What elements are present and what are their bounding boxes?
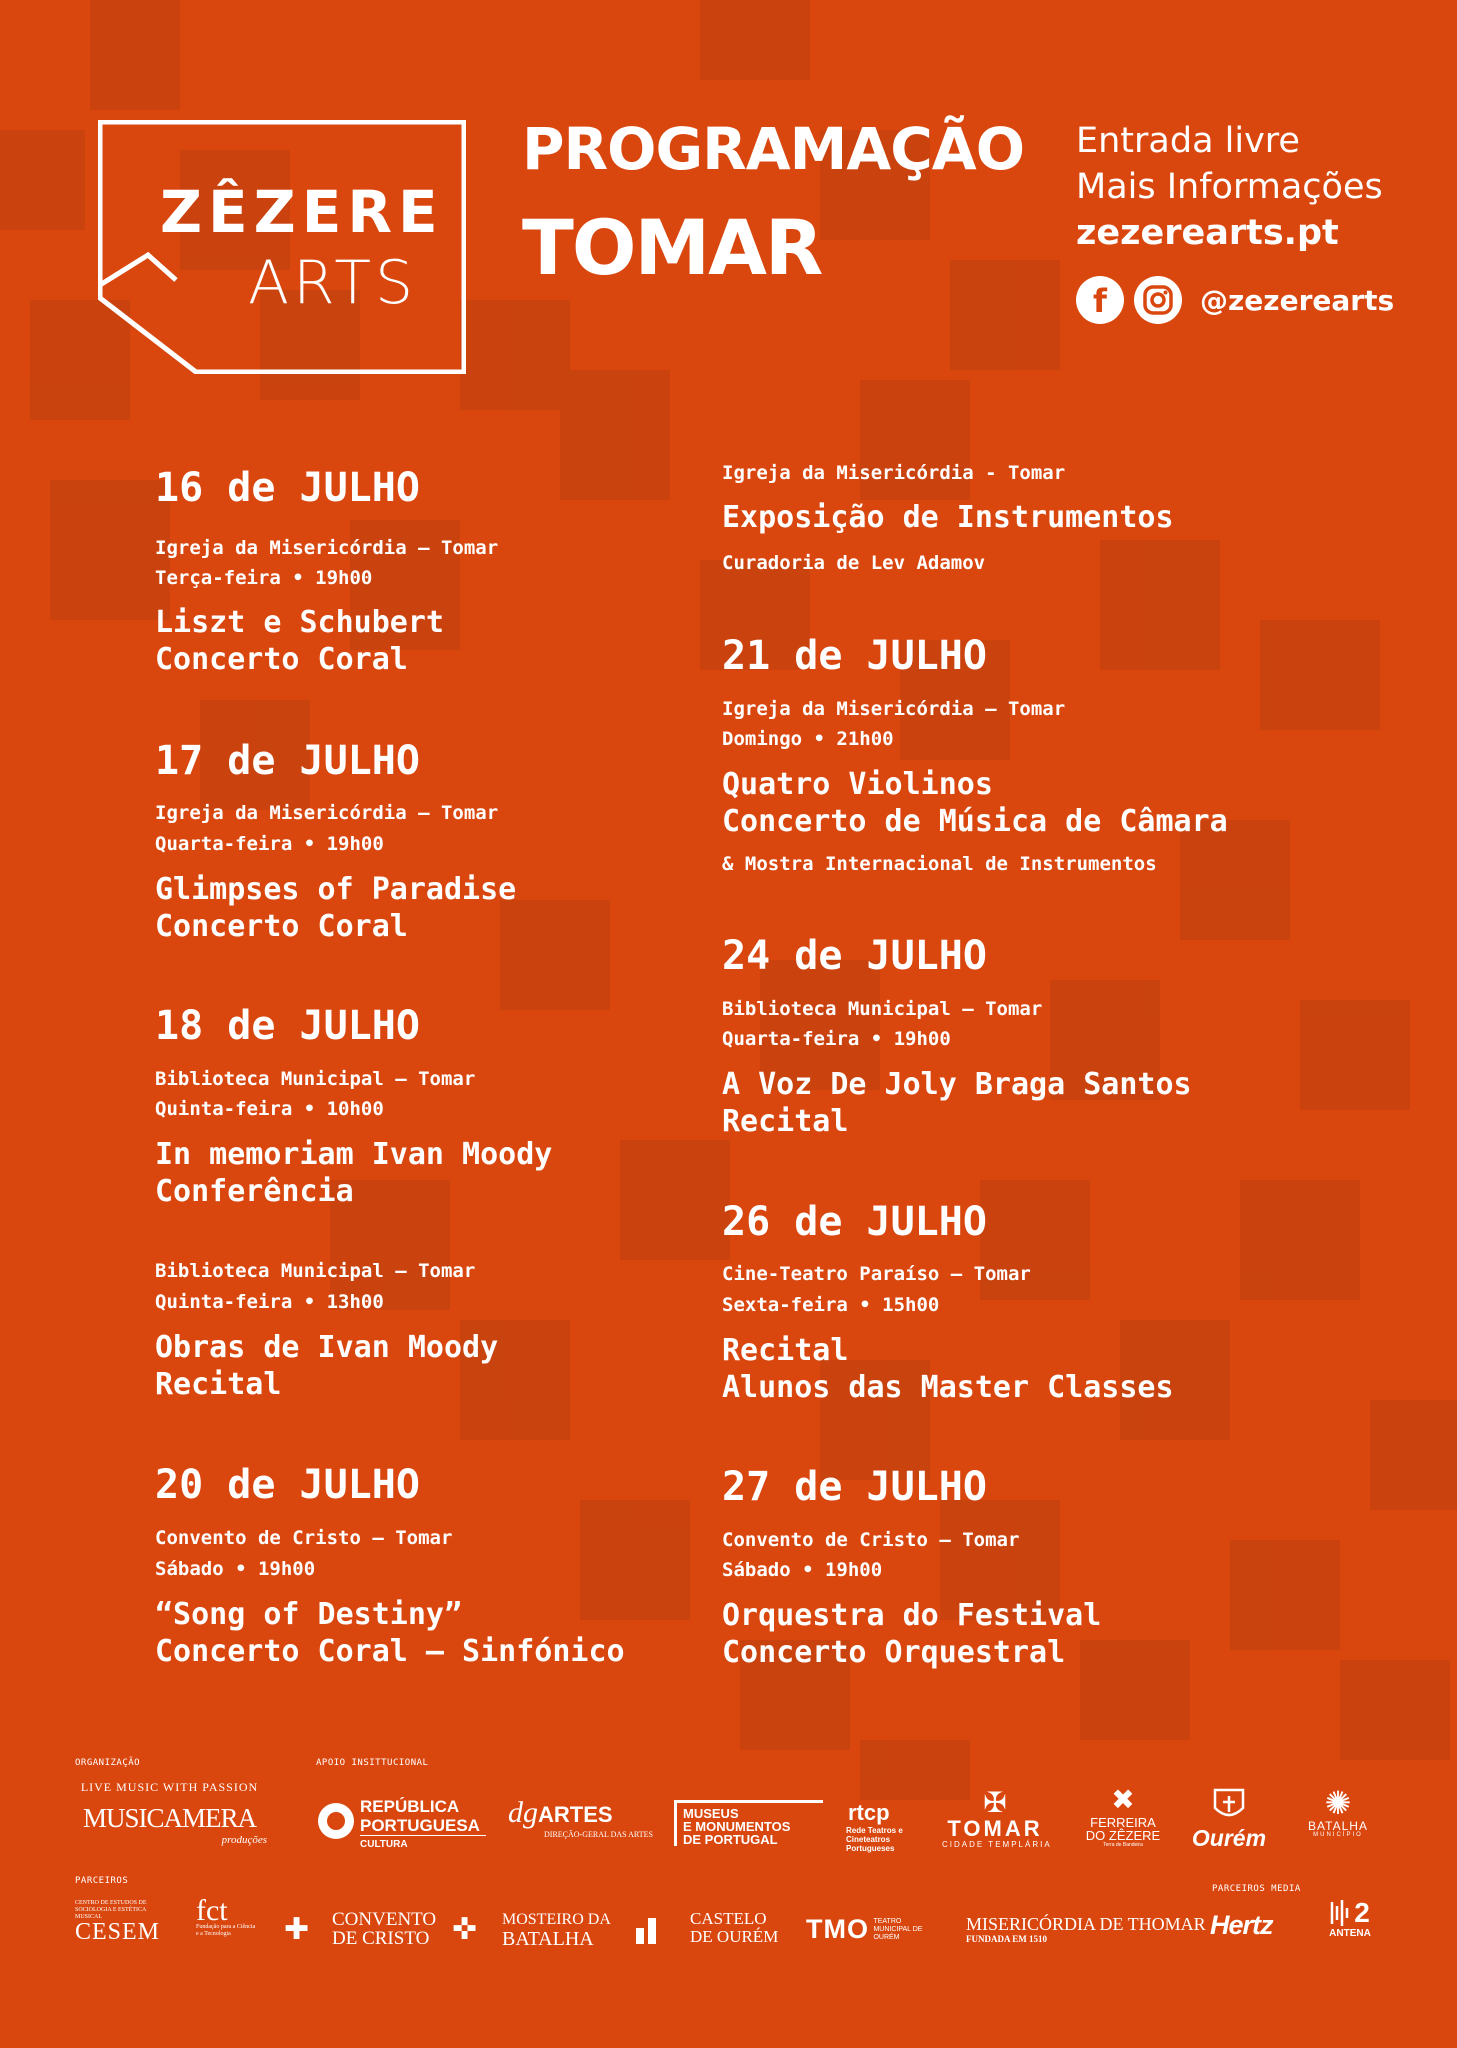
tomar-logo	[942, 1787, 1052, 1849]
ferreira-logo	[1080, 1784, 1166, 1848]
event-venue: Convento de Cristo – Tomar	[722, 1529, 1020, 1551]
event-subtitle: Conferência	[155, 1174, 354, 1209]
partners-label: PARCEIROS	[75, 1876, 129, 1886]
castelo-logo	[634, 1910, 784, 1946]
event-time: Quinta-feira • 13h00	[155, 1291, 384, 1313]
convento-cross-icon: ✚	[284, 1913, 310, 1946]
republica-logo	[316, 1797, 486, 1850]
event-title: Exposição de Instrumentos	[722, 500, 1174, 535]
castelo-line2: DE OURÉM	[690, 1927, 779, 1946]
antena-waves-icon	[1330, 1898, 1350, 1928]
event-title: A Voz De Joly Braga Santos	[722, 1067, 1192, 1102]
fct-logo	[196, 1894, 264, 1938]
event-subtitle: Concerto Coral	[155, 642, 408, 677]
tomar-sub: CIDADE TEMPLÁRIA	[942, 1840, 1052, 1849]
tmo-mark: TMO	[806, 1914, 869, 1944]
convento-logo	[284, 1909, 437, 1949]
convento-line1: CONVENTO	[332, 1909, 437, 1930]
event-title: Quatro Violinos	[722, 767, 993, 802]
logo-line2: ARTS	[248, 248, 418, 318]
dgartes-word: ARTES	[538, 1802, 613, 1827]
dgartes-logo	[508, 1796, 654, 1839]
misericordia-logo	[966, 1914, 1206, 1944]
antena-name: ANTENA	[1329, 1928, 1371, 1939]
entry-text: Entrada livre	[1076, 121, 1300, 161]
ferreira-emblem-icon: ✖	[1111, 1784, 1135, 1815]
instagram-icon[interactable]	[1134, 276, 1182, 324]
event-venue: Biblioteca Municipal – Tomar	[155, 1068, 476, 1090]
social-links	[1076, 275, 1394, 325]
event-time: Quinta-feira • 10h00	[155, 1098, 384, 1120]
event-venue: Convento de Cristo – Tomar	[155, 1527, 453, 1549]
event-title: Recital	[722, 1333, 849, 1368]
event-time: Quarta-feira • 19h00	[155, 833, 384, 855]
musicamera-name: MUSICAMERA	[82, 1803, 257, 1833]
ferreira-line3: Terra de Bandeira	[1103, 1842, 1143, 1848]
event-subtitle: Concerto Coral	[155, 909, 408, 944]
ourem-name: Ourém	[1191, 1825, 1267, 1851]
tmo-sub: TEATRO MUNICIPAL DE OURÉM	[873, 1917, 923, 1941]
tmo-logo	[806, 1914, 946, 1945]
event-date: 16 de JULHO	[155, 465, 420, 511]
facebook-icon[interactable]	[1076, 276, 1124, 324]
event-title: Liszt e Schubert	[155, 605, 444, 640]
cesem-logo	[75, 1900, 185, 1943]
batalha-sun-icon: ✺	[1324, 1785, 1352, 1821]
misericordia-sub: FUNDADA EM 1510	[966, 1934, 1047, 1944]
event-venue: Igreja da Misericórdia – Tomar	[155, 802, 499, 824]
event-time: Sábado • 19h00	[722, 1559, 883, 1581]
antena2-logo	[1322, 1898, 1378, 1939]
mosteiro-logo	[452, 1910, 612, 1949]
media-partners-label: PARCEIROS MEDIA	[1212, 1884, 1301, 1894]
hertz-logo	[1210, 1910, 1294, 1941]
event-venue: Igreja da Misericórdia – Tomar	[155, 537, 499, 559]
tomar-name: TOMAR	[947, 1816, 1043, 1841]
misericordia-name: MISERICÓRDIA DE THOMAR	[966, 1914, 1206, 1934]
mosteiro-cross-icon: ✜	[452, 1913, 478, 1946]
event-time: Sábado • 19h00	[155, 1558, 316, 1580]
programme-title: PROGRAMAÇÃO	[522, 115, 1024, 183]
zezere-arts-logo	[98, 120, 466, 374]
event-date: 21 de JULHO	[722, 633, 987, 679]
event-time: Quarta-feira • 19h00	[722, 1028, 951, 1050]
info-block	[1076, 118, 1383, 256]
event-date: 26 de JULHO	[722, 1199, 987, 1245]
batalha-sub: MUNICÍPIO	[1313, 1832, 1363, 1838]
museus-line3: DE PORTUGAL	[683, 1832, 778, 1847]
city-title: TOMAR	[522, 203, 822, 292]
batalha-name: BATALHA	[1308, 1819, 1368, 1833]
event-title: “Song of Destiny”	[155, 1597, 463, 1632]
event-subtitle: Concerto Orquestral	[722, 1635, 1066, 1670]
event-date: 18 de JULHO	[155, 1003, 420, 1049]
event-time: Terça-feira • 19h00	[155, 567, 373, 589]
republica-line1: REPÚBLICA	[360, 1797, 460, 1816]
event-venue: Biblioteca Municipal – Tomar	[722, 998, 1043, 1020]
ourem-shield-icon	[1213, 1788, 1245, 1822]
event-venue: Cine-Teatro Paraíso – Tomar	[722, 1263, 1031, 1285]
antena-number: 2	[1354, 1897, 1370, 1928]
event-venue: Biblioteca Municipal – Tomar	[155, 1260, 476, 1282]
logo-line1: ZÊZERE	[160, 178, 444, 246]
rtcp-mark: rtcp	[848, 1800, 890, 1825]
event-venue: Igreja da Misericórdia – Tomar	[722, 698, 1066, 720]
musicamera-logo	[72, 1780, 267, 1846]
event-title: Obras de Ivan Moody	[155, 1330, 499, 1365]
more-info-text: Mais Informações	[1076, 167, 1383, 207]
musicamera-sub: produções	[221, 1834, 267, 1846]
ferreira-line1: FERREIRA	[1090, 1815, 1156, 1830]
event-venue: Igreja da Misericórdia - Tomar	[722, 462, 1066, 484]
event-subtitle: Recital	[722, 1104, 849, 1139]
rtcp-sub: Rede Teatros e Cineteatros Portugueses	[846, 1826, 903, 1853]
republica-emblem-icon	[316, 1799, 356, 1843]
republica-line3: CULTURA	[360, 1839, 408, 1850]
event-title: Orquestra do Festival	[722, 1598, 1102, 1633]
svg-text:f: f	[1093, 284, 1107, 316]
event-time: Sexta-feira • 15h00	[722, 1294, 940, 1316]
dgartes-mark: dg	[508, 1796, 538, 1829]
website-link[interactable]: zezerearts.pt	[1076, 213, 1339, 253]
event-subtitle: Alunos das Master Classes	[722, 1370, 1174, 1405]
support-label: APOIO INSITTUCIONAL	[316, 1758, 429, 1768]
event-date: 24 de JULHO	[722, 933, 987, 979]
event-subtitle: Concerto de Música de Câmara	[722, 804, 1228, 839]
social-handle[interactable]: @zezerearts	[1200, 283, 1395, 317]
cesem-name: CESEM	[75, 1919, 161, 1945]
ourem-logo	[1188, 1788, 1270, 1849]
fct-sub: Fundação para a Ciência e a Tecnologia	[196, 1924, 256, 1937]
event-curator: Curadoria de Lev Adamov	[722, 552, 986, 574]
event-subtitle: Recital	[155, 1367, 282, 1402]
fct-mark: fct	[196, 1894, 228, 1927]
mosteiro-line2: BATALHA	[502, 1928, 594, 1950]
event-date: 27 de JULHO	[722, 1464, 987, 1510]
museus-logo	[674, 1800, 823, 1846]
musicamera-tagline: LIVE MUSIC WITH PASSION	[80, 1780, 259, 1794]
rtcp-logo	[832, 1800, 912, 1853]
mosteiro-line1: MOSTEIRO DA	[502, 1911, 611, 1928]
batalha-logo	[1298, 1786, 1378, 1838]
convento-line2: DE CRISTO	[332, 1928, 430, 1949]
event-time: Domingo • 21h00	[722, 728, 894, 750]
event-subtitle: Concerto Coral – Sinfónico	[155, 1634, 625, 1669]
castelo-line1: CASTELO	[690, 1909, 767, 1928]
castle-icon	[634, 1914, 678, 1946]
event-note: & Mostra Internacional de Instrumentos	[722, 853, 1157, 875]
logo-frame	[98, 120, 466, 374]
dgartes-sub: DIREÇÃO-GERAL DAS ARTES	[544, 1830, 654, 1839]
museus-line1: MUSEUS	[683, 1806, 739, 1821]
hertz-name: Hertz	[1210, 1910, 1273, 1940]
event-date: 17 de JULHO	[155, 738, 420, 784]
museus-line2: E MONUMENTOS	[683, 1819, 791, 1834]
cesem-sub: CENTRO DE ESTUDOS DE SOCIOLOGIA E ESTÉTICA MUSICAL	[75, 1900, 147, 1920]
tomar-cross-icon: ✠	[983, 1787, 1007, 1818]
ferreira-line2: DO ZÊZERE	[1085, 1828, 1161, 1843]
republica-line2: PORTUGUESA	[360, 1816, 486, 1836]
event-date: 20 de JULHO	[155, 1462, 420, 1508]
event-title: Glimpses of Paradise	[155, 872, 517, 907]
event-title: In memoriam Ivan Moody	[155, 1137, 553, 1172]
organization-label: ORGANIZAÇÃO	[75, 1758, 141, 1768]
